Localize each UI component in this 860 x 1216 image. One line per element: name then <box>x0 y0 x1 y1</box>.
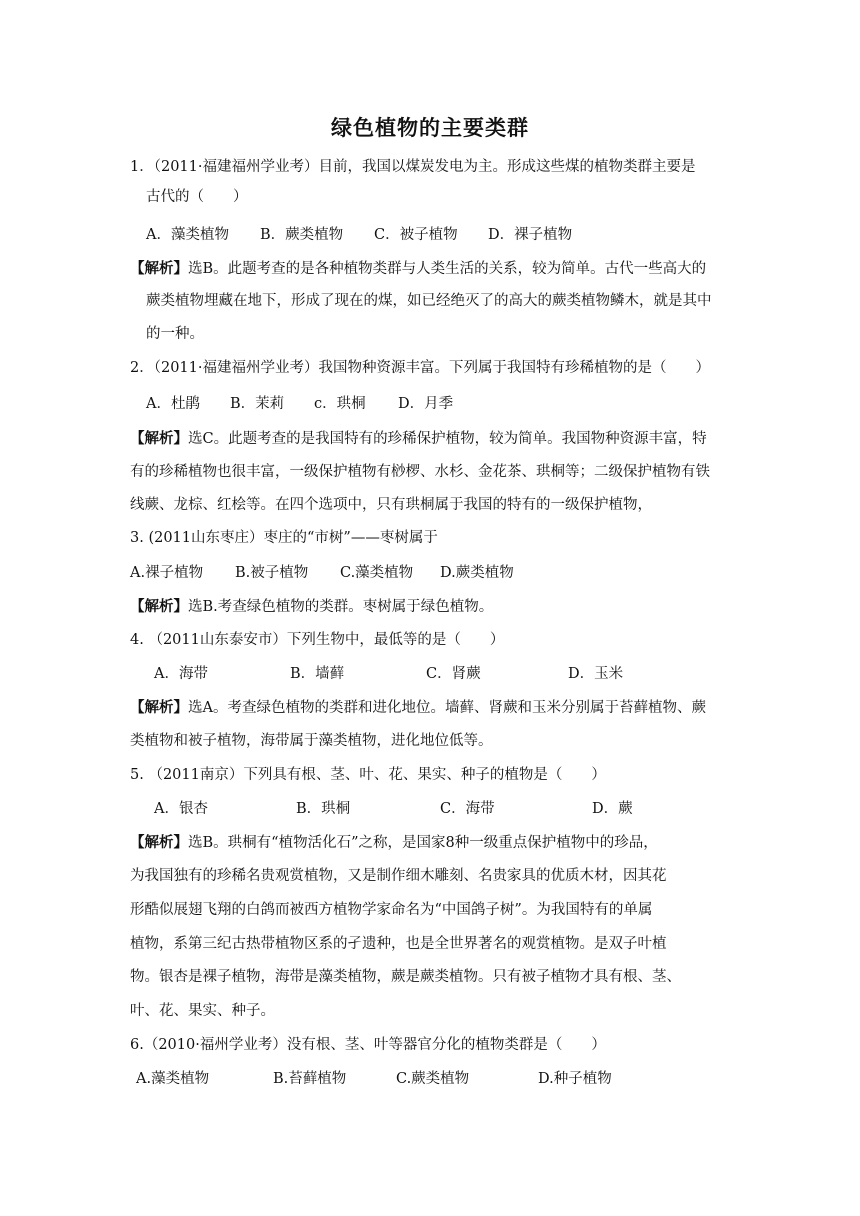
q2-option-c: c．珙桐 <box>314 396 366 412</box>
q6-option-b: B.苔藓植物 <box>273 1071 347 1087</box>
q2-option-a: A．杜鹃 <box>146 396 200 412</box>
q2-analysis-line-3: 线蕨、龙棕、红桧等。在四个选项中，只有珙桐属于我国的特有的一级保护植物， <box>130 497 652 513</box>
q2-option-b: B．茉莉 <box>230 396 285 412</box>
q1-stem-line-1: 1．（2011·福建福州学业考）目前，我国以煤炭发电为主。形成这些煤的植物类群主要是 <box>130 159 696 175</box>
q1-stem-line-2: 古代的（ ） <box>146 189 248 205</box>
q5-stem-line-1: 5. （2011南京）下列具有根、茎、叶、花、果实、种子的植物是（ ） <box>130 767 606 783</box>
q5-analysis-line-2: 为我国独有的珍稀名贵观赏植物，又是制作细木雕刻、名贵家具的优质木材，因其花 <box>130 868 667 884</box>
q6-option-c: C.蕨类植物 <box>396 1071 470 1087</box>
q1-option-a: A．藻类植物 <box>146 227 229 243</box>
q4-option-d: D．玉米 <box>568 666 624 682</box>
q5-analysis-line-3: 形酷似展翅飞翔的白鸽而被西方植物学家命名为“中国鸽子树”。为我国特有的单属 <box>130 902 653 918</box>
q1-option-c: C．被子植物 <box>374 227 458 243</box>
q3-stem-line-1: 3. (2011山东枣庄）枣庄的“市树”——枣树属于 <box>130 530 438 546</box>
q2-analysis-line-1: 【解析】选C。此题考查的是我国特有的珍稀保护植物，较为简单。我国物种资源丰富，特 <box>130 430 707 447</box>
q6-option-d: D.种子植物 <box>538 1071 612 1087</box>
q1-analysis-line-2: 蕨类植物埋藏在地下，形成了现在的煤，如已经绝灭了的高大的蕨类植物鳞木，就是其中 <box>146 293 712 309</box>
q5-option-b: B．珙桐 <box>296 801 351 817</box>
q4-option-c: C．肾蕨 <box>426 666 481 682</box>
q5-analysis-line-6: 叶、花、果实、种子。 <box>130 1003 275 1019</box>
q5-option-a: A．银杏 <box>154 801 208 817</box>
q1-option-d: D．裸子植物 <box>488 227 573 243</box>
q5-analysis-line-5: 物。银杏是裸子植物，海带是藻类植物，蕨是蕨类植物。只有被子植物才具有根、茎、 <box>130 969 681 985</box>
q6-stem-line-1: 6.（2010·福州学业考）没有根、茎、叶等器官分化的植物类群是（ ） <box>130 1037 606 1053</box>
q5-option-d: D．蕨 <box>592 801 633 817</box>
q1-analysis-line-1: 【解析】选B。此题考查的是各种植物类群与人类生活的关系，较为简单。古代一些高大的 <box>130 260 707 277</box>
analysis-tag: 【解析】 <box>130 260 188 277</box>
q4-stem-line-1: 4. （2011山东泰安市）下列生物中，最低等的是（ ） <box>130 632 505 648</box>
q5-analysis-line-4: 植物，系第三纪古热带植物区系的孑遗种，也是全世界著名的观赏植物。是双子叶植 <box>130 936 667 952</box>
q4-option-a: A．海带 <box>154 666 208 682</box>
q3-analysis-line-1: 【解析】选B.考查绿色植物的类群。枣树属于绿色植物。 <box>130 598 494 615</box>
page-title: 绿色植物的主要类群 <box>331 116 529 140</box>
q5-analysis-line-1: 【解析】选B。珙桐有“植物活化石”之称，是国家8种一级重点保护植物中的珍品， <box>130 834 658 851</box>
q4-analysis-line-2: 类植物和被子植物，海带属于藻类植物，进化地位低等。 <box>130 733 493 749</box>
q3-option-c: C.藻类植物 <box>340 565 414 581</box>
q2-analysis-line-2: 有的珍稀植物也很丰富，一级保护植物有桫椤、水杉、金花茶、珙桐等；二级保护植物有铁 <box>130 464 710 480</box>
q3-option-a: A.裸子植物 <box>130 565 204 581</box>
q5-option-c: C．海带 <box>440 801 495 817</box>
q6-option-a: A.藻类植物 <box>136 1071 210 1087</box>
q2-stem-line-1: 2．（2011·福建福州学业考）我国物种资源丰富。下列属于我国特有珍稀植物的是（ ） <box>130 360 710 376</box>
q3-option-b: B.被子植物 <box>235 565 309 581</box>
q4-analysis-line-1: 【解析】选A。考查绿色植物的类群和进化地位。墙藓、肾蕨和玉米分别属于苔藓植物、蕨 <box>130 699 706 716</box>
q1-option-b: B．蕨类植物 <box>260 227 344 243</box>
q2-option-d: D．月季 <box>398 396 454 412</box>
q3-option-d: D.蕨类植物 <box>440 565 514 581</box>
q4-option-b: B．墙藓 <box>290 666 345 682</box>
q1-analysis-line-3: 的一种。 <box>146 326 204 342</box>
